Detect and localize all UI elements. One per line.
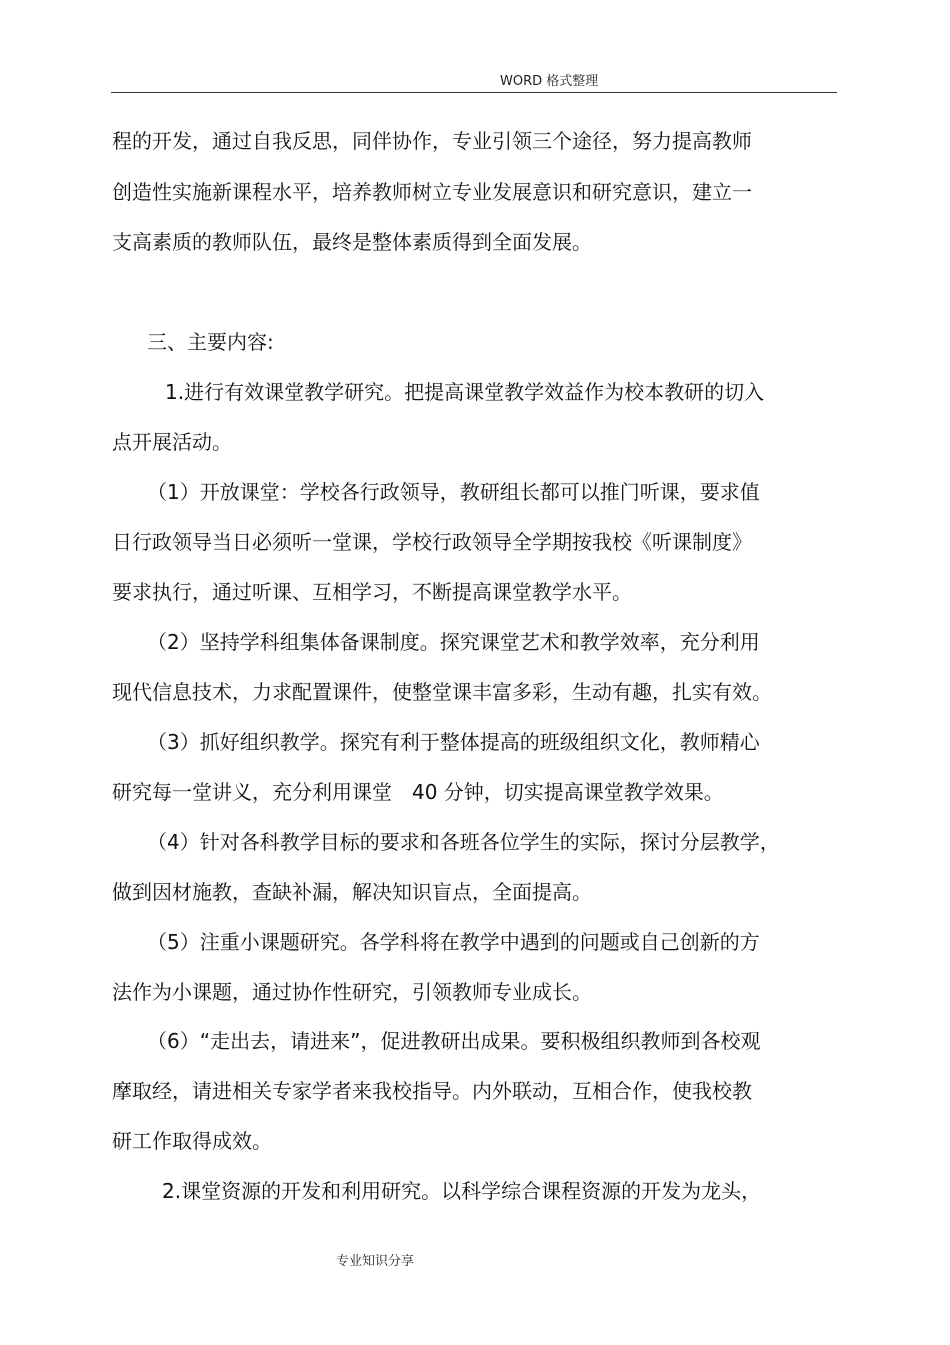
body-line-20: 研工作取得成效。 <box>112 1129 272 1153</box>
body-line-15: 做到因材施教，查缺补漏，解决知识盲点，全面提高。 <box>112 880 592 904</box>
body-line-18: （6）“走出去，请进来”，促进教研出成果。要积极组织教师到各校观 <box>147 1029 761 1053</box>
body-line-19: 摩取经，请进相关专家学者来我校指导。内外联动，互相合作，使我校教 <box>112 1079 752 1103</box>
body-line-16: （5）注重小课题研究。各学科将在教学中遇到的问题或自己创新的方 <box>147 930 760 954</box>
body-line-13: 研究每一堂讲义，充分利用课堂 40 分钟，切实提高课堂教学效果。 <box>112 780 724 804</box>
body-line-10: （2）坚持学科组集体备课制度。探究课堂艺术和教学效率，充分利用 <box>147 630 760 654</box>
body-line-7: （1）开放课堂：学校各行政领导，教研组长都可以推门听课，要求值 <box>147 480 760 504</box>
body-line-17: 法作为小课题，通过协作性研究，引领教师专业成长。 <box>112 980 592 1004</box>
body-line-21: 2.课堂资源的开发和利用研究。以科学综合课程资源的开发为龙头， <box>162 1179 762 1203</box>
body-line-6: 点开展活动。 <box>112 430 232 454</box>
page-footer-text: 专业知识分享 <box>336 1254 415 1269</box>
body-line-9: 要求执行，通过听课、互相学习，不断提高课堂教学水平。 <box>112 580 632 604</box>
body-line-8: 日行政领导当日必须听一堂课，学校行政领导全学期按我校《听课制度》 <box>112 530 752 554</box>
body-line-1: 程的开发，通过自我反思，同伴协作，专业引领三个途径，努力提高教师 <box>112 129 752 153</box>
section-heading: 三、主要内容: <box>147 330 274 354</box>
body-line-5: 1.进行有效课堂教学研究。把提高课堂教学效益作为校本教研的切入 <box>165 380 765 404</box>
body-line-14: （4）针对各科教学目标的要求和各班各位学生的实际，探讨分层教学， <box>147 830 780 854</box>
body-line-12: （3）抓好组织教学。探究有利于整体提高的班级组织文化，教师精心 <box>147 730 760 754</box>
header-divider <box>111 92 837 93</box>
body-line-3: 支高素质的教师队伍，最终是整体素质得到全面发展。 <box>112 230 592 254</box>
body-line-11: 现代信息技术，力求配置课件，使整堂课丰富多彩，生动有趣，扎实有效。 <box>112 680 772 704</box>
body-line-2: 创造性实施新课程水平，培养教师树立专业发展意识和研究意识，建立一 <box>112 180 752 204</box>
page-header-title: WORD 格式整理 <box>500 74 599 89</box>
